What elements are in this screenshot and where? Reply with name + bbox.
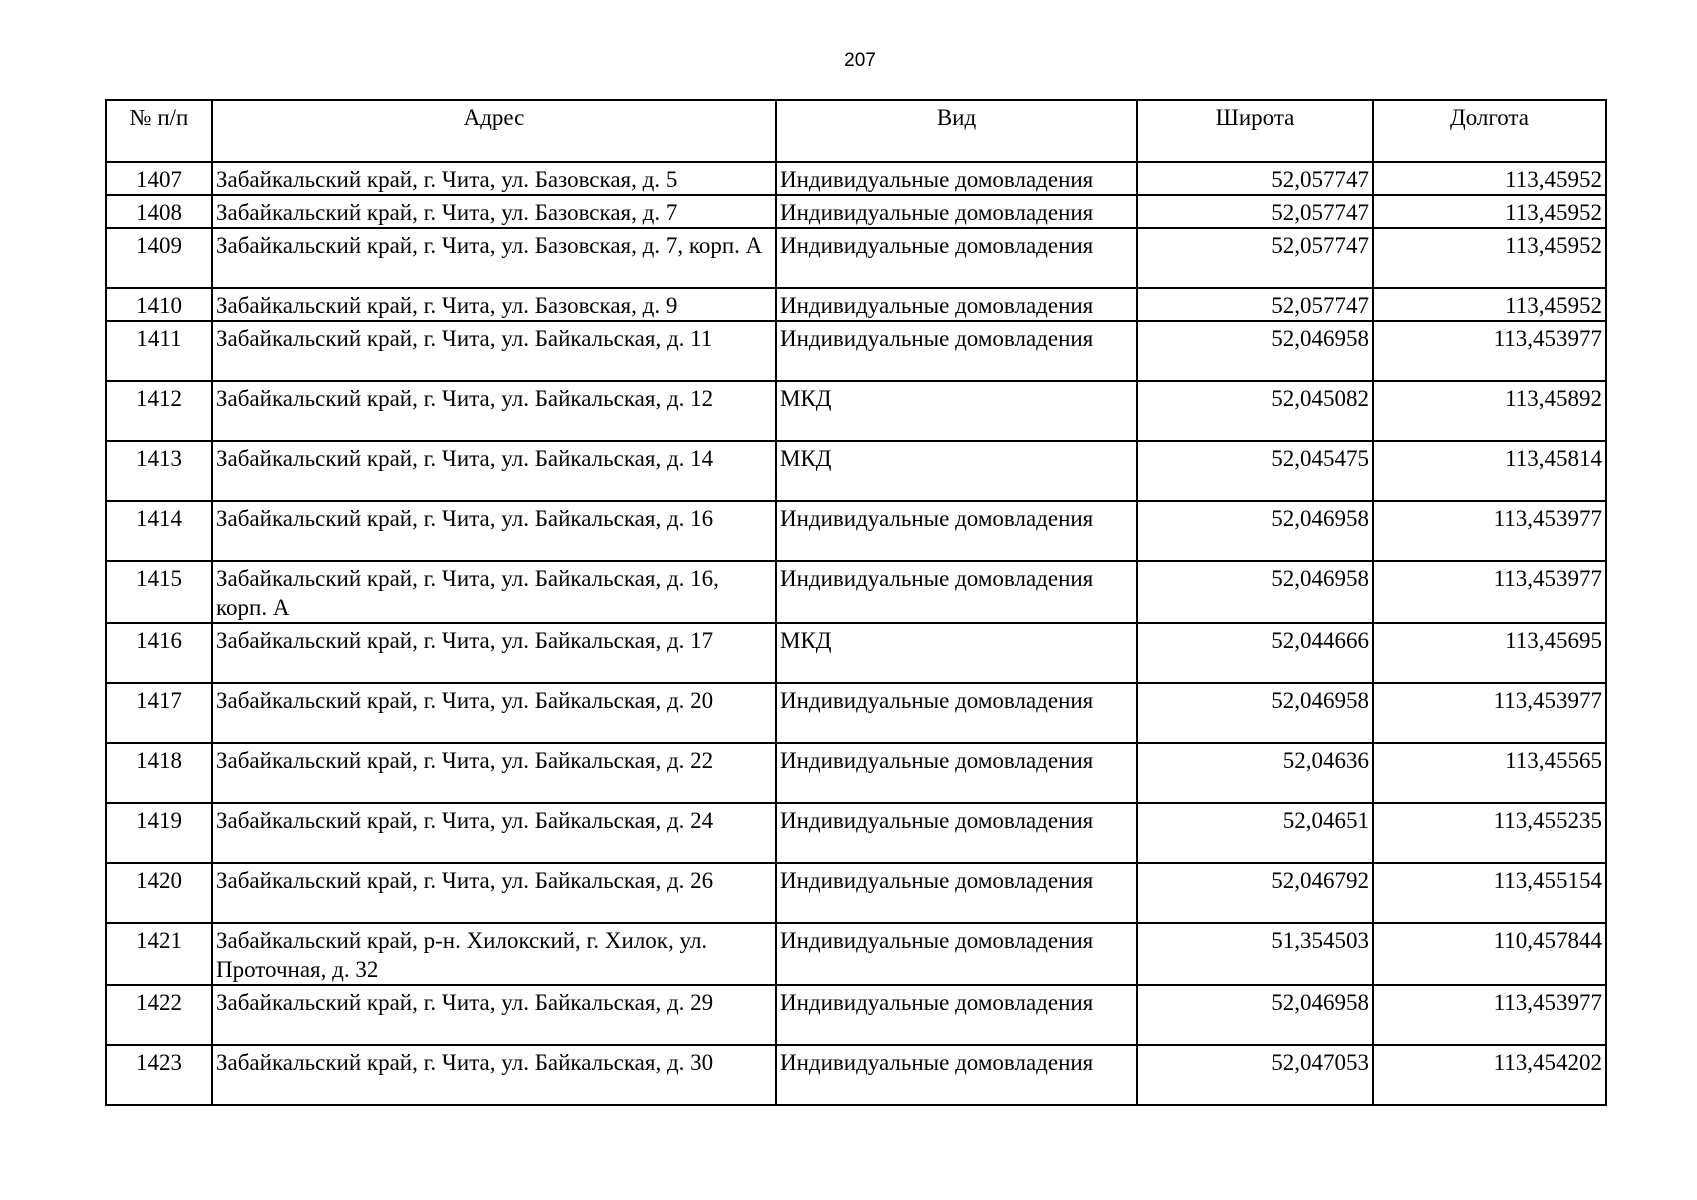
cell-latitude: 52,046958 [1137, 561, 1373, 623]
cell-latitude: 52,044666 [1137, 623, 1373, 683]
cell-longitude: 113,453977 [1373, 321, 1606, 381]
cell-longitude: 110,457844 [1373, 923, 1606, 985]
table-row [106, 1045, 1606, 1105]
table-row [106, 683, 1606, 743]
cell-address: Забайкальский край, г. Чита, ул. Байкальская, д. 11 [212, 321, 776, 381]
cell-longitude: 113,45952 [1373, 228, 1606, 288]
table-row [106, 321, 1606, 381]
table-row [106, 561, 1606, 623]
cell-latitude: 52,045082 [1137, 381, 1373, 441]
cell-latitude: 52,047053 [1137, 1045, 1373, 1105]
cell-latitude: 52,046958 [1137, 985, 1373, 1045]
cell-num: 1408 [106, 195, 212, 228]
table-row [106, 623, 1606, 683]
table-row [106, 381, 1606, 441]
cell-address: Забайкальский край, г. Чита, ул. Байкальская, д. 16 [212, 501, 776, 561]
cell-latitude: 51,354503 [1137, 923, 1373, 985]
cell-latitude: 52,046958 [1137, 501, 1373, 561]
cell-num: 1411 [106, 321, 212, 381]
cell-longitude: 113,455235 [1373, 803, 1606, 863]
header-type: Вид [776, 100, 1137, 162]
cell-address: Забайкальский край, г. Чита, ул. Базовская, д. 9 [212, 288, 776, 321]
cell-address: Забайкальский край, г. Чита, ул. Байкальская, д. 26 [212, 863, 776, 923]
cell-num: 1422 [106, 985, 212, 1045]
cell-address: Забайкальский край, г. Чита, ул. Базовская, д. 7 [212, 195, 776, 228]
cell-address: Забайкальский край, г. Чита, ул. Байкальская, д. 16, корп. А [212, 561, 776, 623]
page-number: 207 [844, 50, 876, 71]
cell-address: Забайкальский край, р-н. Хилокский, г. Хилок, ул. Проточная, д. 32 [212, 923, 776, 985]
cell-num: 1414 [106, 501, 212, 561]
cell-latitude: 52,046792 [1137, 863, 1373, 923]
header-num: № п/п [106, 100, 212, 162]
cell-address: Забайкальский край, г. Чита, ул. Байкальская, д. 20 [212, 683, 776, 743]
cell-type: Индивидуальные домовладения [776, 321, 1137, 381]
cell-type: Индивидуальные домовладения [776, 195, 1137, 228]
cell-address: Забайкальский край, г. Чита, ул. Байкальская, д. 24 [212, 803, 776, 863]
cell-address: Забайкальский край, г. Чита, ул. Базовская, д. 5 [212, 162, 776, 195]
cell-type: Индивидуальные домовладения [776, 683, 1137, 743]
cell-latitude: 52,046958 [1137, 683, 1373, 743]
header-latitude: Широта [1137, 100, 1373, 162]
cell-num: 1419 [106, 803, 212, 863]
cell-latitude: 52,046958 [1137, 321, 1373, 381]
cell-longitude: 113,45952 [1373, 288, 1606, 321]
cell-address: Забайкальский край, г. Чита, ул. Базовская, д. 7, корп. А [212, 228, 776, 288]
cell-type: Индивидуальные домовладения [776, 162, 1137, 195]
cell-num: 1417 [106, 683, 212, 743]
cell-longitude: 113,45814 [1373, 441, 1606, 501]
cell-longitude: 113,454202 [1373, 1045, 1606, 1105]
cell-type: МКД [776, 441, 1137, 501]
table-row [106, 501, 1606, 561]
cell-num: 1418 [106, 743, 212, 803]
cell-type: Индивидуальные домовладения [776, 501, 1137, 561]
cell-type: Индивидуальные домовладения [776, 1045, 1137, 1105]
cell-num: 1420 [106, 863, 212, 923]
cell-longitude: 113,453977 [1373, 501, 1606, 561]
cell-num: 1409 [106, 228, 212, 288]
cell-address: Забайкальский край, г. Чита, ул. Байкальская, д. 17 [212, 623, 776, 683]
table-header-row [106, 100, 1606, 162]
cell-address: Забайкальский край, г. Чита, ул. Байкальская, д. 22 [212, 743, 776, 803]
cell-num: 1415 [106, 561, 212, 623]
cell-latitude: 52,04651 [1137, 803, 1373, 863]
cell-latitude: 52,045475 [1137, 441, 1373, 501]
header-address: Адрес [212, 100, 776, 162]
table-row [106, 923, 1606, 985]
cell-longitude: 113,455154 [1373, 863, 1606, 923]
cell-latitude: 52,057747 [1137, 195, 1373, 228]
cell-type: МКД [776, 623, 1137, 683]
cell-num: 1412 [106, 381, 212, 441]
table-row [106, 803, 1606, 863]
cell-num: 1421 [106, 923, 212, 985]
cell-address: Забайкальский край, г. Чита, ул. Байкальская, д. 30 [212, 1045, 776, 1105]
cell-num: 1423 [106, 1045, 212, 1105]
cell-type: Индивидуальные домовладения [776, 288, 1137, 321]
table-row [106, 743, 1606, 803]
cell-num: 1410 [106, 288, 212, 321]
cell-type: Индивидуальные домовладения [776, 228, 1137, 288]
cell-type: Индивидуальные домовладения [776, 863, 1137, 923]
header-longitude: Долгота [1373, 100, 1606, 162]
table-row [106, 441, 1606, 501]
cell-longitude: 113,45952 [1373, 162, 1606, 195]
cell-longitude: 113,453977 [1373, 985, 1606, 1045]
cell-num: 1413 [106, 441, 212, 501]
cell-latitude: 52,057747 [1137, 162, 1373, 195]
address-table [105, 99, 1607, 1106]
cell-address: Забайкальский край, г. Чита, ул. Байкальская, д. 12 [212, 381, 776, 441]
cell-longitude: 113,45892 [1373, 381, 1606, 441]
cell-type: Индивидуальные домовладения [776, 561, 1137, 623]
table-row [106, 985, 1606, 1045]
cell-latitude: 52,057747 [1137, 288, 1373, 321]
cell-latitude: 52,04636 [1137, 743, 1373, 803]
table-row [106, 195, 1606, 228]
cell-type: Индивидуальные домовладения [776, 923, 1137, 985]
cell-num: 1407 [106, 162, 212, 195]
table-row [106, 288, 1606, 321]
cell-address: Забайкальский край, г. Чита, ул. Байкальская, д. 29 [212, 985, 776, 1045]
table-row [106, 863, 1606, 923]
cell-latitude: 52,057747 [1137, 228, 1373, 288]
table-row [106, 162, 1606, 195]
cell-longitude: 113,453977 [1373, 683, 1606, 743]
cell-type: Индивидуальные домовладения [776, 743, 1137, 803]
cell-type: Индивидуальные домовладения [776, 985, 1137, 1045]
cell-longitude: 113,45565 [1373, 743, 1606, 803]
cell-type: МКД [776, 381, 1137, 441]
cell-longitude: 113,45952 [1373, 195, 1606, 228]
table-row [106, 228, 1606, 288]
cell-longitude: 113,453977 [1373, 561, 1606, 623]
cell-type: Индивидуальные домовладения [776, 803, 1137, 863]
cell-address: Забайкальский край, г. Чита, ул. Байкальская, д. 14 [212, 441, 776, 501]
cell-longitude: 113,45695 [1373, 623, 1606, 683]
cell-num: 1416 [106, 623, 212, 683]
